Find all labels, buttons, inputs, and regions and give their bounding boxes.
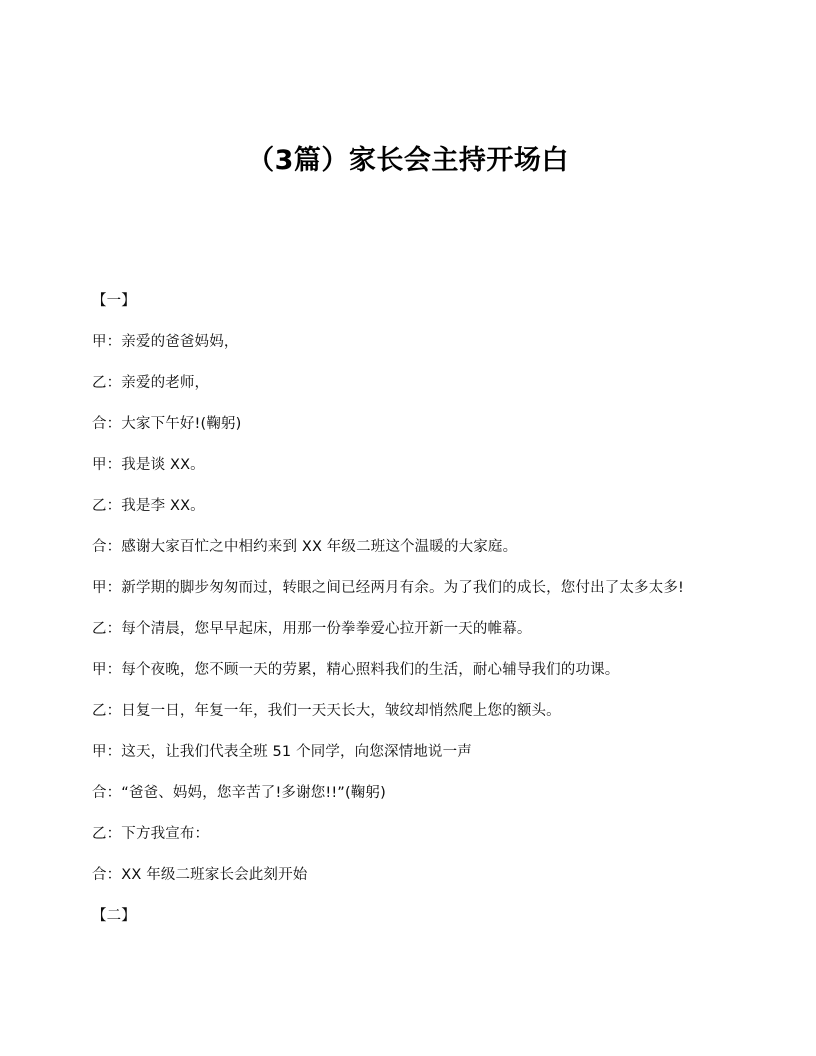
line-he-4: 合：XX 年级二班家长会此刻开始 bbox=[92, 867, 308, 883]
document-body bbox=[92, 290, 726, 927]
line-he-1: 合：大家下午好!(鞠躬) bbox=[92, 416, 242, 432]
line-jia-3: 甲：新学期的脚步匆匆而过，转眼之间已经两月有余。为了我们的成长，您付出了太多太多! bbox=[92, 580, 684, 596]
line-jia-5: 甲：这天，让我们代表全班 51 个同学，向您深情地说一声 bbox=[92, 744, 472, 760]
line-jia-1: 甲：亲爱的爸爸妈妈， bbox=[92, 334, 239, 350]
line-he-2: 合：感谢大家百忙之中相约来到 XX 年级二班这个温暖的大家庭。 bbox=[92, 539, 518, 555]
line-yi-1: 乙：亲爱的老师， bbox=[92, 375, 210, 391]
line-jia-2: 甲：我是谈 XX。 bbox=[92, 457, 205, 473]
line-he-3: 合：“爸爸、妈妈，您辛苦了!多谢您!!”(鞠躬) bbox=[92, 785, 386, 801]
line-jia-4: 甲：每个夜晚，您不顾一天的劳累，精心照料我们的生活，耐心辅导我们的功课。 bbox=[92, 662, 620, 678]
section-heading-one: 【一】 bbox=[92, 293, 136, 309]
line-yi-5: 乙：下方我宣布： bbox=[92, 826, 210, 842]
page-title: （3篇）家长会主持开场白 bbox=[247, 145, 569, 177]
line-yi-4: 乙：日复一日，年复一年，我们一天天长大，皱纹却悄然爬上您的额头。 bbox=[92, 703, 561, 719]
line-yi-2: 乙：我是李 XX。 bbox=[92, 498, 205, 514]
line-yi-3: 乙：每个清晨，您早早起床，用那一份拳拳爱心拉开新一天的帷幕。 bbox=[92, 621, 532, 637]
section-heading-two: 【二】 bbox=[92, 908, 136, 924]
